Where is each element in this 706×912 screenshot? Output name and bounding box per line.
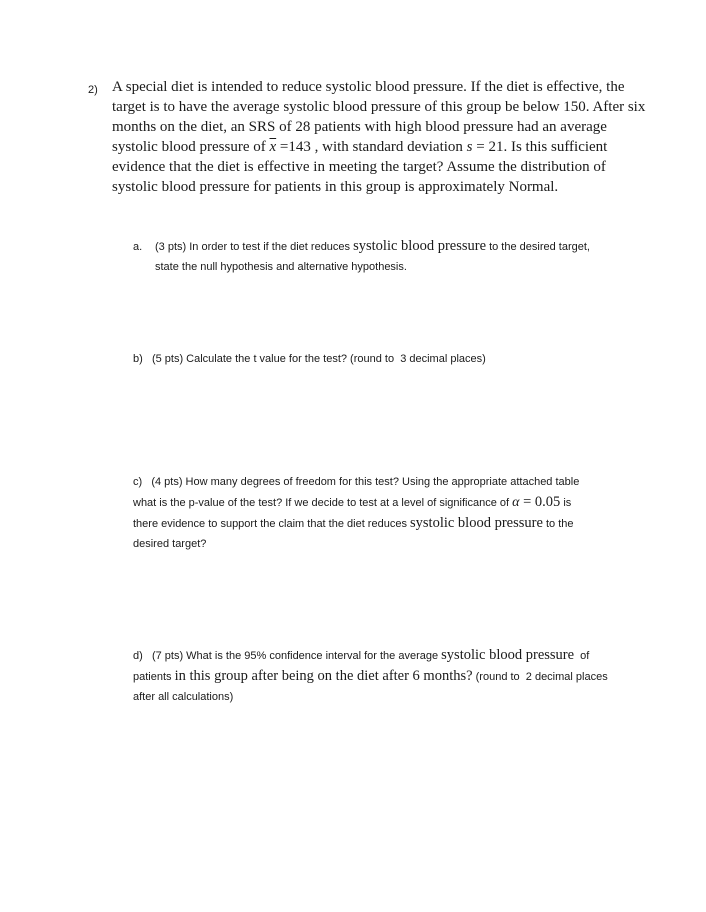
part-a-line-1 (133, 236, 639, 257)
part-d-line-1-post: of (574, 650, 590, 662)
part-d-line-3: after all calculations) (133, 691, 234, 703)
part-c-line-2 (133, 492, 639, 513)
part-c-line-3 (133, 513, 639, 534)
part-c-line-3-pre: there evidence to support the claim that the diet reduces (133, 518, 410, 530)
part-b (133, 349, 639, 369)
part-d-line-1-emphasis: systolic blood pressure (441, 647, 575, 663)
intro-line-4-pre: systolic blood pressure of (112, 139, 270, 155)
part-d (133, 645, 639, 707)
alpha-value: = 0.05 (519, 494, 561, 510)
part-c-line-3-post: to the (542, 518, 574, 530)
part-c-line-3-emphasis: systolic blood pressure (410, 515, 543, 531)
question-number: 2) (88, 84, 98, 96)
part-c-line-4: desired target? (133, 538, 207, 550)
part-c-line-2-pre: what is the p-value of the test? If we decide to test at a level of significance of (133, 497, 513, 509)
part-d-line-2-post: (round to 2 decimal places (472, 671, 608, 683)
part-a (133, 236, 639, 277)
part-d-line-2 (133, 666, 639, 687)
part-a-line-1-emphasis: systolic blood pressure (353, 238, 487, 254)
part-c (133, 472, 639, 554)
intro-line-1: A special diet is intended to reduce systolic blood pressure. If the diet is effective, the (112, 79, 625, 95)
question-intro (112, 77, 644, 197)
intro-line-5: evidence that the diet is effective in meeting the target? Assume the distribution of (112, 159, 606, 175)
part-c-line-2-post: is (560, 497, 572, 509)
part-a-line-1-post: to the desired target, (486, 241, 590, 253)
part-c-line-1: c) (4 pts) How many degrees of freedom for this test? Using the appropriate attached table (133, 476, 580, 488)
part-d-line-1-pre: d) (7 pts) What is the 95% confidence interval for the average (133, 650, 442, 662)
part-d-line-2-emphasis: in this group after being on the diet after 6 months? (174, 668, 473, 684)
part-d-line-1 (133, 645, 639, 666)
part-a-line-1-pre: (3 pts) In order to test if the diet reduces (155, 241, 354, 253)
intro-line-4-mid: =143 , with standard deviation (276, 139, 467, 155)
part-a-marker: a. (133, 241, 143, 253)
part-d-line-2-pre: patients (133, 671, 175, 683)
intro-line-4-post: = 21. Is this sufficient (472, 139, 608, 155)
intro-line-6: systolic blood pressure for patients in this group is approximately Normal. (112, 179, 559, 195)
s-symbol: s (466, 139, 473, 155)
intro-line-2: target is to have the average systolic blood pressure of this group be below 150. After six (112, 99, 646, 115)
xbar-symbol: $\overline{x}$ (269, 139, 277, 155)
alpha-symbol: α (512, 495, 520, 510)
part-a-line-2: state the null hypothesis and alternative hypothesis. (155, 261, 407, 273)
intro-line-4 (112, 137, 644, 157)
intro-line-3: months on the diet, an SRS of 28 patients with high blood pressure had an average (112, 119, 607, 135)
part-b-line-1: b) (5 pts) Calculate the t value for the test? (round to 3 decimal places) (133, 353, 486, 365)
